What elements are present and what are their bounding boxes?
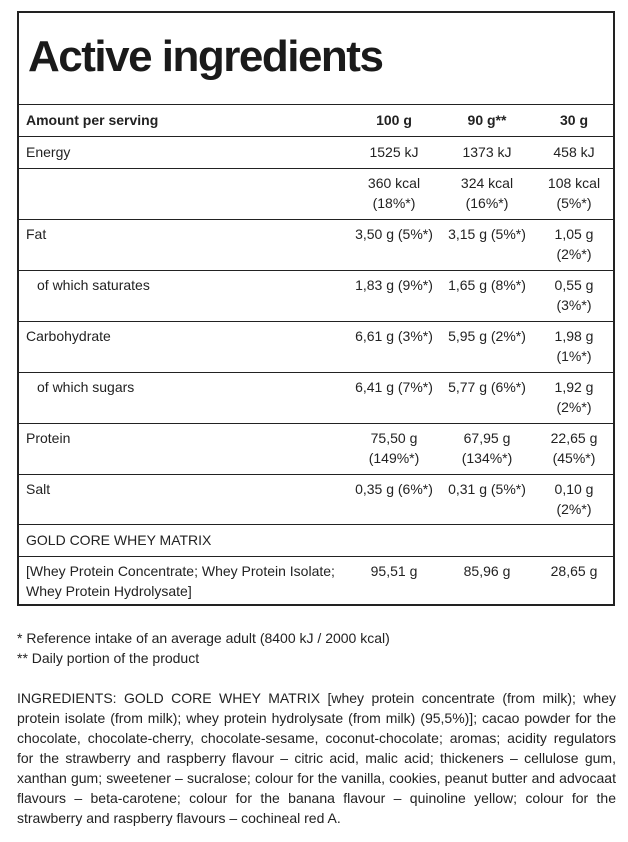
table-cell: (45%*) bbox=[552, 450, 596, 466]
ingredients-text: INGREDIENTS: GOLD CORE WHEY MATRIX [whey protein concentrate (from milk); whey protein isolate (from milk); whey protein hydrolysate (from milk) (95,5%)]; cacao powder for the chocolate, chocolate-cherry, chocolate-sesame, coconut-chocolate; aromas; acidity regulators for the strawberry and raspberry flavour – citric acid, malic acid; thickeners – cellulose gum, xanthan gum; sweetener – sucralose; colour for the vanilla, cookies, peanut butter and advocaat flavours – beta-carotene; colour for the banana flavour – quinoline yellow; colour for the strawberry and raspberry flavours – cochineal red A. bbox=[17, 690, 616, 826]
table-cell: (2%*) bbox=[556, 501, 592, 517]
table-cell: (16%*) bbox=[465, 195, 509, 211]
divider bbox=[19, 556, 613, 557]
table-cell: 1,83 g (9%*) bbox=[355, 277, 433, 293]
divider bbox=[19, 104, 613, 105]
table-cell: 0,35 g (6%*) bbox=[355, 481, 433, 497]
table-cell: 108 kcal bbox=[547, 175, 601, 191]
row-label-fat: Fat bbox=[26, 226, 47, 242]
table-cell: 85,96 g bbox=[463, 563, 511, 579]
table-cell: 28,65 g bbox=[550, 563, 598, 579]
table-cell: 3,50 g (5%*) bbox=[355, 226, 433, 242]
row-label-carbohydrate: Carbohydrate bbox=[26, 328, 111, 344]
header-col-30g: 30 g bbox=[559, 112, 588, 128]
table-cell: 6,41 g (7%*) bbox=[355, 379, 433, 395]
nutrition-panel bbox=[17, 11, 615, 606]
page-title: Active ingredients bbox=[28, 32, 383, 81]
row-label-salt: Salt bbox=[26, 481, 51, 497]
table-cell: 1,65 g (8%*) bbox=[448, 277, 526, 293]
table-cell: 360 kcal bbox=[367, 175, 421, 191]
divider bbox=[19, 524, 613, 525]
table-cell: (5%*) bbox=[556, 195, 592, 211]
table-cell: 95,51 g bbox=[370, 563, 418, 579]
table-cell: (3%*) bbox=[556, 297, 592, 313]
table-cell: 67,95 g bbox=[463, 430, 511, 446]
table-cell: 458 kJ bbox=[553, 144, 595, 160]
table-cell: 1373 kJ bbox=[462, 144, 512, 160]
row-label-whey-proteins: [Whey Protein Concentrate; Whey Protein Isolate; bbox=[26, 563, 335, 579]
divider bbox=[19, 474, 613, 475]
divider bbox=[19, 168, 613, 169]
divider bbox=[19, 136, 613, 137]
table-cell: (1%*) bbox=[556, 348, 592, 364]
table-cell: (18%*) bbox=[372, 195, 416, 211]
table-cell: 5,77 g (6%*) bbox=[448, 379, 526, 395]
row-label-energy: Energy bbox=[26, 144, 71, 160]
table-cell: (134%*) bbox=[461, 450, 513, 466]
footnote-daily-portion: ** Daily portion of the product bbox=[17, 650, 200, 666]
table-cell: 75,50 g bbox=[370, 430, 418, 446]
table-cell: 1,92 g bbox=[554, 379, 594, 395]
footnote-reference-intake: * Reference intake of an average adult (8400 kJ / 2000 kcal) bbox=[17, 630, 390, 646]
table-cell: 6,61 g (3%*) bbox=[355, 328, 433, 344]
row-label-saturates: of which saturates bbox=[37, 277, 150, 293]
row-label-protein: Protein bbox=[26, 430, 71, 446]
row-label-whey-proteins-cont: Whey Protein Hydrolysate] bbox=[26, 583, 192, 599]
table-cell: 0,10 g bbox=[554, 481, 594, 497]
table-cell: 5,95 g (2%*) bbox=[448, 328, 526, 344]
table-cell: 0,55 g bbox=[554, 277, 594, 293]
table-cell: 1,05 g bbox=[554, 226, 594, 242]
footnotes bbox=[17, 628, 390, 668]
row-label-matrix: GOLD CORE WHEY MATRIX bbox=[26, 532, 212, 548]
header-amount-per-serving: Amount per serving bbox=[26, 112, 159, 128]
row-label-sugars: of which sugars bbox=[37, 379, 135, 395]
table-cell: 324 kcal bbox=[460, 175, 514, 191]
table-cell: 1,98 g bbox=[554, 328, 594, 344]
table-cell: (2%*) bbox=[556, 246, 592, 262]
divider bbox=[19, 270, 613, 271]
divider bbox=[19, 372, 613, 373]
divider bbox=[19, 219, 613, 220]
table-cell: 0,31 g (5%*) bbox=[448, 481, 526, 497]
table-cell: (149%*) bbox=[368, 450, 420, 466]
table-cell: (2%*) bbox=[556, 399, 592, 415]
divider bbox=[19, 321, 613, 322]
table-cell: 1525 kJ bbox=[369, 144, 419, 160]
table-cell: 3,15 g (5%*) bbox=[448, 226, 526, 242]
header-col-90g: 90 g** bbox=[467, 112, 507, 128]
divider bbox=[19, 423, 613, 424]
header-col-100g: 100 g bbox=[376, 112, 412, 128]
table-cell: 22,65 g bbox=[550, 430, 598, 446]
